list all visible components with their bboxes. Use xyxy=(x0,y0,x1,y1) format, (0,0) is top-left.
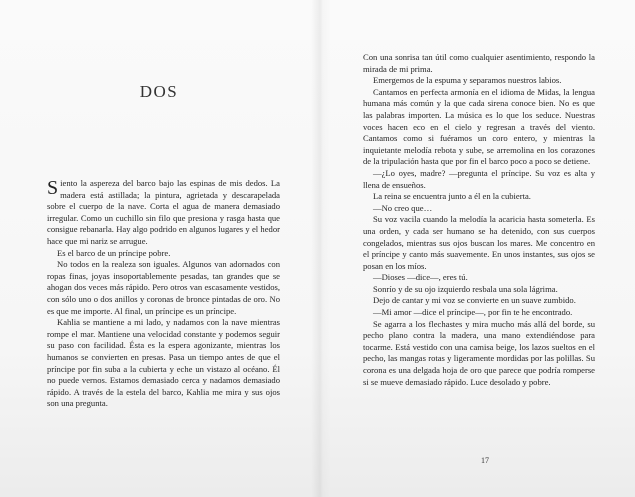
paragraph: No todos en la realeza son iguales. Algunos van adornados con ropas finas, joyas insoportablemente pesadas, tan grandes que se ahogan dos veces más rápido. Pero otros van escasamente vestidos, con sólo uno o dos anillos y coronas de bronce pintadas de oro. No es que me importe. Al final, un príncipe es un príncipe. xyxy=(47,259,280,316)
paragraph: La reina se encuentra junto a él en la cubierta. xyxy=(373,191,531,202)
paragraph: Cantamos en perfecta armonía en el idioma de Midas, la lengua humana más común y la que cada sirena conoce bien. No es que las palabras importen. La música es lo que los seduce. Nuestras voces hacen eco en el cielo y regresan a través del viento. Cantamos como si fuéramos un coro entero, y mientras la inquietante melodía rebota y sube, se arremolina en los corazones de la tripulación hasta que por fin el barco poco a poco se detiene. xyxy=(363,86,595,167)
right-page-text xyxy=(363,52,595,388)
left-page-text xyxy=(47,178,280,410)
paragraph: Se agarra a los flechastes y mira mucho más allá del borde, su pecho plano contra la madera, una mano extendiéndose para tocarme. Está vestido con una camisa beige, los lazos sueltos en el pecho, las mangas rotas y ligeramente mordidas por las polillas. Su corona es una delgada hoja de oro que parece que podría romperse si se mueve demasiado rápido. Luce desolado y pobre. xyxy=(363,318,595,387)
paragraph: Con una sonrisa tan útil como cualquier asentimiento, respondo la mirada de mi prima. xyxy=(363,52,595,74)
drop-cap: S xyxy=(47,177,59,199)
page-number: 17 xyxy=(481,456,489,465)
right-page xyxy=(318,0,635,497)
paragraph: Su voz vacila cuando la melodía la acaricia hasta someterla. Es una orden, y cada ser humano se ha detenido, con sus cuerpos congelados, mientras sus ojos buscan los mares. Me concentro en el príncipe y canto más suavemente. En unos instantes, sus ojos se posan en los míos. xyxy=(363,214,595,271)
paragraph: Kahlia se mantiene a mi lado, y nadamos con la nave mientras rompe el mar. Mantiene una velocidad constante y podemos seguir su paso con facilidad. Ésta es la espera agonizante, mientras los humanos se convierten en presas. Pasa un tiempo antes de que el príncipe por fin suba a la cubierta y eche un vistazo al océano. Él no puede vernos. Estamos demasiado cerca y nadamos demasiado rápido. A través de la estela del barco, Kahlia me mira y sus ojos son una pregunta. xyxy=(47,317,280,409)
paragraph: Emergemos de la espuma y separamos nuestros labios. xyxy=(373,75,562,86)
paragraph: Es el barco de un príncipe pobre. xyxy=(57,247,171,258)
paragraph xyxy=(47,178,280,248)
paragraph: —No creo que… xyxy=(373,202,433,213)
paragraph: Sonrío y de su ojo izquierdo resbala una sola lágrima. xyxy=(373,283,558,294)
paragraph: —Mi amor —dice el príncipe—, por fin te he encontrado. xyxy=(373,307,573,318)
paragraph-text: iento la aspereza del barco bajo las espinas de mis dedos. La madera está astillada; la pintura, agrietada y descarapelada sobre el cuerpo de la nave. Corta el agua de manera demasiado irregular. Como un cuchillo sin filo que presiona y rasga hasta que consigue rebanarla. Hay algo podrido en algunos lugares y el hedor hace que mi nariz se arrugue. xyxy=(47,178,280,246)
chapter-title: DOS xyxy=(139,82,179,101)
paragraph: —¿Lo oyes, madre? —pregunta el príncipe. Su voz es alta y llena de ensueños. xyxy=(363,167,595,190)
paragraph: Dejo de cantar y mi voz se convierte en un suave zumbido. xyxy=(373,295,576,306)
paragraph: —Dioses —dice—, eres tú. xyxy=(373,272,468,283)
